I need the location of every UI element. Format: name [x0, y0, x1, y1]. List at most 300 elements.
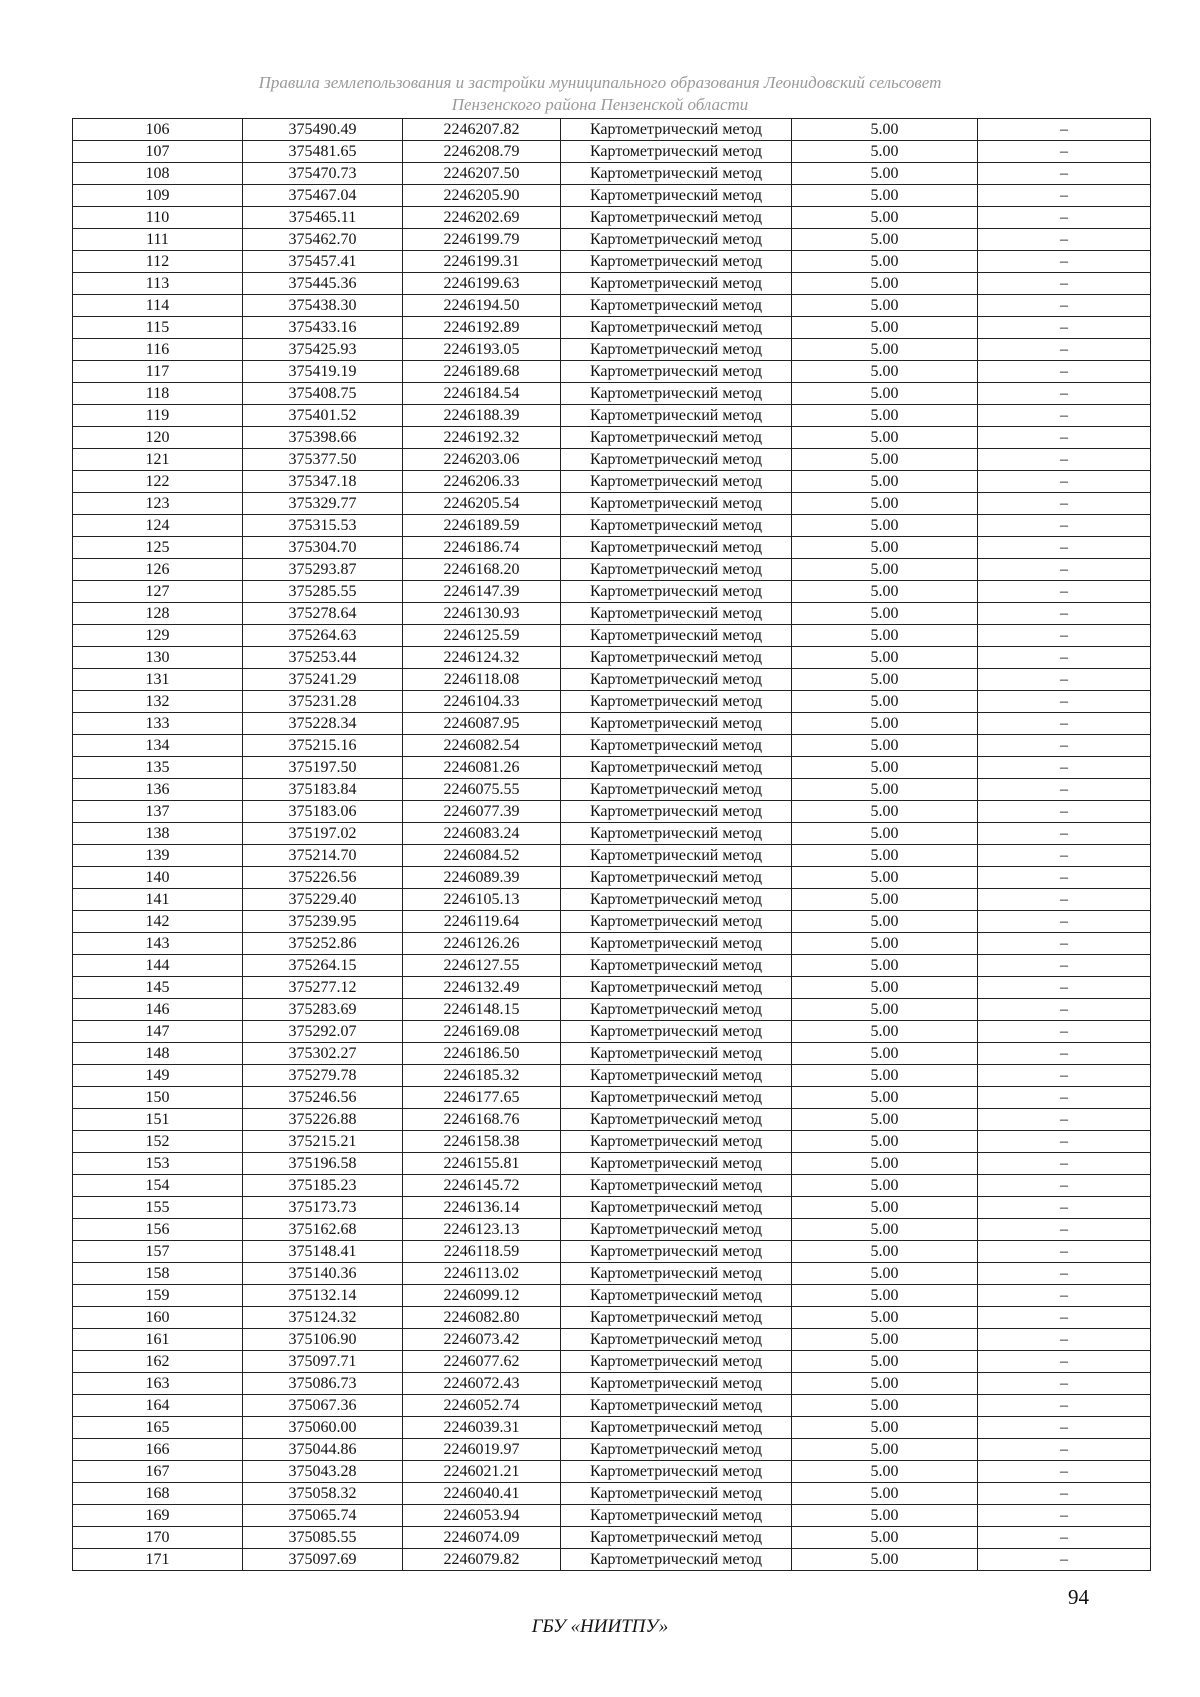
- point-number-cell: 166: [73, 1439, 243, 1461]
- x-coordinate-cell: 375097.71: [243, 1351, 403, 1373]
- y-coordinate-cell: 2246099.12: [403, 1285, 561, 1307]
- accuracy-cell: 5.00: [792, 757, 978, 779]
- note-cell: –: [978, 1087, 1151, 1109]
- x-coordinate-cell: 375132.14: [243, 1285, 403, 1307]
- accuracy-cell: 5.00: [792, 1131, 978, 1153]
- table-row: [73, 1417, 1151, 1439]
- point-number-cell: 160: [73, 1307, 243, 1329]
- y-coordinate-cell: 2246169.08: [403, 1021, 561, 1043]
- y-coordinate-cell: 2246208.79: [403, 141, 561, 163]
- y-coordinate-cell: 2246184.54: [403, 383, 561, 405]
- table-row: [73, 449, 1151, 471]
- accuracy-cell: 5.00: [792, 1395, 978, 1417]
- accuracy-cell: 5.00: [792, 141, 978, 163]
- table-row: [73, 1131, 1151, 1153]
- note-cell: –: [978, 1461, 1151, 1483]
- x-coordinate-cell: 375162.68: [243, 1219, 403, 1241]
- x-coordinate-cell: 375285.55: [243, 581, 403, 603]
- method-cell: Картометрический метод: [561, 1131, 792, 1153]
- y-coordinate-cell: 2246199.63: [403, 273, 561, 295]
- point-number-cell: 157: [73, 1241, 243, 1263]
- accuracy-cell: 5.00: [792, 977, 978, 999]
- table-row: [73, 1329, 1151, 1351]
- x-coordinate-cell: 375148.41: [243, 1241, 403, 1263]
- table-row: [73, 1175, 1151, 1197]
- accuracy-cell: 5.00: [792, 119, 978, 141]
- table-row: [73, 1285, 1151, 1307]
- note-cell: –: [978, 1109, 1151, 1131]
- point-number-cell: 143: [73, 933, 243, 955]
- point-number-cell: 126: [73, 559, 243, 581]
- x-coordinate-cell: 375097.69: [243, 1549, 403, 1571]
- x-coordinate-cell: 375231.28: [243, 691, 403, 713]
- x-coordinate-cell: 375467.04: [243, 185, 403, 207]
- x-coordinate-cell: 375185.23: [243, 1175, 403, 1197]
- accuracy-cell: 5.00: [792, 449, 978, 471]
- note-cell: –: [978, 779, 1151, 801]
- note-cell: –: [978, 1439, 1151, 1461]
- note-cell: –: [978, 955, 1151, 977]
- x-coordinate-cell: 375124.32: [243, 1307, 403, 1329]
- note-cell: –: [978, 361, 1151, 383]
- accuracy-cell: 5.00: [792, 1065, 978, 1087]
- method-cell: Картометрический метод: [561, 1439, 792, 1461]
- note-cell: –: [978, 559, 1151, 581]
- point-number-cell: 137: [73, 801, 243, 823]
- accuracy-cell: 5.00: [792, 911, 978, 933]
- x-coordinate-cell: 375433.16: [243, 317, 403, 339]
- note-cell: –: [978, 537, 1151, 559]
- method-cell: Картометрический метод: [561, 537, 792, 559]
- y-coordinate-cell: 2246075.55: [403, 779, 561, 801]
- y-coordinate-cell: 2246202.69: [403, 207, 561, 229]
- table-row: [73, 1395, 1151, 1417]
- table-row: [73, 1263, 1151, 1285]
- coordinates-table-body: [73, 119, 1151, 1571]
- accuracy-cell: 5.00: [792, 955, 978, 977]
- note-cell: –: [978, 251, 1151, 273]
- note-cell: –: [978, 1021, 1151, 1043]
- y-coordinate-cell: 2246021.21: [403, 1461, 561, 1483]
- method-cell: Картометрический метод: [561, 317, 792, 339]
- accuracy-cell: 5.00: [792, 669, 978, 691]
- table-row: [73, 1439, 1151, 1461]
- point-number-cell: 115: [73, 317, 243, 339]
- accuracy-cell: 5.00: [792, 427, 978, 449]
- coordinates-table: [72, 118, 1151, 1571]
- point-number-cell: 171: [73, 1549, 243, 1571]
- x-coordinate-cell: 375215.21: [243, 1131, 403, 1153]
- point-number-cell: 129: [73, 625, 243, 647]
- accuracy-cell: 5.00: [792, 185, 978, 207]
- x-coordinate-cell: 375067.36: [243, 1395, 403, 1417]
- table-row: [73, 1483, 1151, 1505]
- point-number-cell: 130: [73, 647, 243, 669]
- page-number: 94: [1068, 1585, 1089, 1609]
- y-coordinate-cell: 2246130.93: [403, 603, 561, 625]
- note-cell: –: [978, 1241, 1151, 1263]
- accuracy-cell: 5.00: [792, 1461, 978, 1483]
- point-number-cell: 138: [73, 823, 243, 845]
- point-number-cell: 162: [73, 1351, 243, 1373]
- y-coordinate-cell: 2246199.79: [403, 229, 561, 251]
- point-number-cell: 156: [73, 1219, 243, 1241]
- x-coordinate-cell: 375246.56: [243, 1087, 403, 1109]
- table-row: [73, 207, 1151, 229]
- point-number-cell: 169: [73, 1505, 243, 1527]
- method-cell: Картометрический метод: [561, 1417, 792, 1439]
- table-row: [73, 889, 1151, 911]
- point-number-cell: 111: [73, 229, 243, 251]
- x-coordinate-cell: 375196.58: [243, 1153, 403, 1175]
- table-row: [73, 1505, 1151, 1527]
- method-cell: Картометрический метод: [561, 361, 792, 383]
- accuracy-cell: 5.00: [792, 273, 978, 295]
- table-row: [73, 559, 1151, 581]
- y-coordinate-cell: 2246203.06: [403, 449, 561, 471]
- method-cell: Картометрический метод: [561, 1109, 792, 1131]
- method-cell: Картометрический метод: [561, 713, 792, 735]
- point-number-cell: 109: [73, 185, 243, 207]
- x-coordinate-cell: 375241.29: [243, 669, 403, 691]
- y-coordinate-cell: 2246193.05: [403, 339, 561, 361]
- header-line-2: Пензенского района Пензенской области: [451, 95, 749, 114]
- table-row: [73, 1351, 1151, 1373]
- note-cell: –: [978, 1505, 1151, 1527]
- y-coordinate-cell: 2246192.89: [403, 317, 561, 339]
- x-coordinate-cell: 375398.66: [243, 427, 403, 449]
- y-coordinate-cell: 2246105.13: [403, 889, 561, 911]
- x-coordinate-cell: 375253.44: [243, 647, 403, 669]
- point-number-cell: 113: [73, 273, 243, 295]
- table-row: [73, 1549, 1151, 1571]
- method-cell: Картометрический метод: [561, 1307, 792, 1329]
- accuracy-cell: 5.00: [792, 1087, 978, 1109]
- y-coordinate-cell: 2246186.50: [403, 1043, 561, 1065]
- table-row: [73, 625, 1151, 647]
- accuracy-cell: 5.00: [792, 603, 978, 625]
- note-cell: –: [978, 911, 1151, 933]
- note-cell: –: [978, 933, 1151, 955]
- accuracy-cell: 5.00: [792, 823, 978, 845]
- note-cell: –: [978, 185, 1151, 207]
- y-coordinate-cell: 2246077.39: [403, 801, 561, 823]
- table-row: [73, 801, 1151, 823]
- method-cell: Картометрический метод: [561, 295, 792, 317]
- accuracy-cell: 5.00: [792, 1329, 978, 1351]
- table-row: [73, 1197, 1151, 1219]
- note-cell: –: [978, 1373, 1151, 1395]
- y-coordinate-cell: 2246155.81: [403, 1153, 561, 1175]
- point-number-cell: 155: [73, 1197, 243, 1219]
- x-coordinate-cell: 375065.74: [243, 1505, 403, 1527]
- x-coordinate-cell: 375293.87: [243, 559, 403, 581]
- table-row: [73, 977, 1151, 999]
- x-coordinate-cell: 375229.40: [243, 889, 403, 911]
- table-row: [73, 405, 1151, 427]
- accuracy-cell: 5.00: [792, 471, 978, 493]
- method-cell: Картометрический метод: [561, 207, 792, 229]
- y-coordinate-cell: 2246087.95: [403, 713, 561, 735]
- method-cell: Картометрический метод: [561, 1461, 792, 1483]
- accuracy-cell: 5.00: [792, 999, 978, 1021]
- footer-organization: ГБУ «НИИТПУ»: [531, 1616, 669, 1637]
- x-coordinate-cell: 375197.50: [243, 757, 403, 779]
- table-row: [73, 1461, 1151, 1483]
- method-cell: Картометрический метод: [561, 669, 792, 691]
- note-cell: –: [978, 889, 1151, 911]
- note-cell: –: [978, 339, 1151, 361]
- accuracy-cell: 5.00: [792, 405, 978, 427]
- x-coordinate-cell: 375470.73: [243, 163, 403, 185]
- point-number-cell: 147: [73, 1021, 243, 1043]
- x-coordinate-cell: 375425.93: [243, 339, 403, 361]
- accuracy-cell: 5.00: [792, 933, 978, 955]
- y-coordinate-cell: 2246123.13: [403, 1219, 561, 1241]
- accuracy-cell: 5.00: [792, 317, 978, 339]
- point-number-cell: 145: [73, 977, 243, 999]
- method-cell: Картометрический метод: [561, 1351, 792, 1373]
- y-coordinate-cell: 2246188.39: [403, 405, 561, 427]
- table-row: [73, 713, 1151, 735]
- point-number-cell: 118: [73, 383, 243, 405]
- point-number-cell: 148: [73, 1043, 243, 1065]
- method-cell: Картометрический метод: [561, 493, 792, 515]
- y-coordinate-cell: 2246185.32: [403, 1065, 561, 1087]
- point-number-cell: 114: [73, 295, 243, 317]
- method-cell: Картометрический метод: [561, 1527, 792, 1549]
- y-coordinate-cell: 2246079.82: [403, 1549, 561, 1571]
- method-cell: Картометрический метод: [561, 845, 792, 867]
- x-coordinate-cell: 375408.75: [243, 383, 403, 405]
- method-cell: Картометрический метод: [561, 867, 792, 889]
- accuracy-cell: 5.00: [792, 1021, 978, 1043]
- note-cell: –: [978, 1175, 1151, 1197]
- y-coordinate-cell: 2246052.74: [403, 1395, 561, 1417]
- table-row: [73, 823, 1151, 845]
- method-cell: Картометрический метод: [561, 1505, 792, 1527]
- note-cell: –: [978, 1285, 1151, 1307]
- x-coordinate-cell: 375329.77: [243, 493, 403, 515]
- x-coordinate-cell: 375419.19: [243, 361, 403, 383]
- note-cell: –: [978, 119, 1151, 141]
- x-coordinate-cell: 375060.00: [243, 1417, 403, 1439]
- method-cell: Картометрический метод: [561, 823, 792, 845]
- accuracy-cell: 5.00: [792, 1373, 978, 1395]
- accuracy-cell: 5.00: [792, 1439, 978, 1461]
- accuracy-cell: 5.00: [792, 163, 978, 185]
- point-number-cell: 117: [73, 361, 243, 383]
- x-coordinate-cell: 375401.52: [243, 405, 403, 427]
- method-cell: Картометрический метод: [561, 911, 792, 933]
- x-coordinate-cell: 375106.90: [243, 1329, 403, 1351]
- x-coordinate-cell: 375304.70: [243, 537, 403, 559]
- method-cell: Картометрический метод: [561, 1549, 792, 1571]
- y-coordinate-cell: 2246089.39: [403, 867, 561, 889]
- method-cell: Картометрический метод: [561, 757, 792, 779]
- accuracy-cell: 5.00: [792, 713, 978, 735]
- point-number-cell: 136: [73, 779, 243, 801]
- method-cell: Картометрический метод: [561, 1175, 792, 1197]
- point-number-cell: 125: [73, 537, 243, 559]
- note-cell: –: [978, 229, 1151, 251]
- method-cell: Картометрический метод: [561, 449, 792, 471]
- point-number-cell: 133: [73, 713, 243, 735]
- y-coordinate-cell: 2246077.62: [403, 1351, 561, 1373]
- x-coordinate-cell: 375183.84: [243, 779, 403, 801]
- accuracy-cell: 5.00: [792, 251, 978, 273]
- point-number-cell: 122: [73, 471, 243, 493]
- table-row: [73, 537, 1151, 559]
- accuracy-cell: 5.00: [792, 1043, 978, 1065]
- x-coordinate-cell: 375197.02: [243, 823, 403, 845]
- method-cell: Картометрический метод: [561, 471, 792, 493]
- point-number-cell: 131: [73, 669, 243, 691]
- point-number-cell: 108: [73, 163, 243, 185]
- note-cell: –: [978, 1219, 1151, 1241]
- table-row: [73, 581, 1151, 603]
- table-row: [73, 471, 1151, 493]
- table-row: [73, 933, 1151, 955]
- accuracy-cell: 5.00: [792, 1241, 978, 1263]
- x-coordinate-cell: 375214.70: [243, 845, 403, 867]
- note-cell: –: [978, 317, 1151, 339]
- point-number-cell: 146: [73, 999, 243, 1021]
- table-row: [73, 427, 1151, 449]
- accuracy-cell: 5.00: [792, 493, 978, 515]
- method-cell: Картометрический метод: [561, 1219, 792, 1241]
- note-cell: –: [978, 427, 1151, 449]
- note-cell: –: [978, 669, 1151, 691]
- table-row: [73, 603, 1151, 625]
- method-cell: Картометрический метод: [561, 933, 792, 955]
- x-coordinate-cell: 375347.18: [243, 471, 403, 493]
- x-coordinate-cell: 375086.73: [243, 1373, 403, 1395]
- table-row: [73, 1527, 1151, 1549]
- y-coordinate-cell: 2246119.64: [403, 911, 561, 933]
- point-number-cell: 128: [73, 603, 243, 625]
- table-row: [73, 229, 1151, 251]
- method-cell: Картометрический метод: [561, 515, 792, 537]
- method-cell: Картометрический метод: [561, 1241, 792, 1263]
- point-number-cell: 141: [73, 889, 243, 911]
- y-coordinate-cell: 2246039.31: [403, 1417, 561, 1439]
- y-coordinate-cell: 2246118.59: [403, 1241, 561, 1263]
- note-cell: –: [978, 735, 1151, 757]
- note-cell: –: [978, 383, 1151, 405]
- table-row: [73, 1021, 1151, 1043]
- accuracy-cell: 5.00: [792, 1285, 978, 1307]
- method-cell: Картометрический метод: [561, 1329, 792, 1351]
- accuracy-cell: 5.00: [792, 647, 978, 669]
- table-row: [73, 735, 1151, 757]
- y-coordinate-cell: 2246206.33: [403, 471, 561, 493]
- point-number-cell: 163: [73, 1373, 243, 1395]
- method-cell: Картометрический метод: [561, 581, 792, 603]
- table-row: [73, 1109, 1151, 1131]
- method-cell: Картометрический метод: [561, 801, 792, 823]
- point-number-cell: 139: [73, 845, 243, 867]
- table-row: [73, 317, 1151, 339]
- point-number-cell: 140: [73, 867, 243, 889]
- point-number-cell: 112: [73, 251, 243, 273]
- x-coordinate-cell: 375183.06: [243, 801, 403, 823]
- accuracy-cell: 5.00: [792, 383, 978, 405]
- point-number-cell: 135: [73, 757, 243, 779]
- x-coordinate-cell: 375043.28: [243, 1461, 403, 1483]
- accuracy-cell: 5.00: [792, 845, 978, 867]
- method-cell: Картометрический метод: [561, 1373, 792, 1395]
- note-cell: –: [978, 207, 1151, 229]
- x-coordinate-cell: 375215.16: [243, 735, 403, 757]
- accuracy-cell: 5.00: [792, 1527, 978, 1549]
- accuracy-cell: 5.00: [792, 1351, 978, 1373]
- point-number-cell: 159: [73, 1285, 243, 1307]
- point-number-cell: 161: [73, 1329, 243, 1351]
- y-coordinate-cell: 2246082.80: [403, 1307, 561, 1329]
- y-coordinate-cell: 2246082.54: [403, 735, 561, 757]
- accuracy-cell: 5.00: [792, 779, 978, 801]
- note-cell: –: [978, 647, 1151, 669]
- table-row: [73, 867, 1151, 889]
- method-cell: Картометрический метод: [561, 339, 792, 361]
- note-cell: –: [978, 1263, 1151, 1285]
- x-coordinate-cell: 375044.86: [243, 1439, 403, 1461]
- x-coordinate-cell: 375315.53: [243, 515, 403, 537]
- x-coordinate-cell: 375302.27: [243, 1043, 403, 1065]
- point-number-cell: 106: [73, 119, 243, 141]
- accuracy-cell: 5.00: [792, 889, 978, 911]
- y-coordinate-cell: 2246081.26: [403, 757, 561, 779]
- table-row: [73, 1065, 1151, 1087]
- table-row: [73, 1043, 1151, 1065]
- method-cell: Картометрический метод: [561, 427, 792, 449]
- x-coordinate-cell: 375228.34: [243, 713, 403, 735]
- table-row: [73, 1153, 1151, 1175]
- point-number-cell: 134: [73, 735, 243, 757]
- method-cell: Картометрический метод: [561, 559, 792, 581]
- point-number-cell: 158: [73, 1263, 243, 1285]
- accuracy-cell: 5.00: [792, 361, 978, 383]
- y-coordinate-cell: 2246168.76: [403, 1109, 561, 1131]
- note-cell: –: [978, 1329, 1151, 1351]
- method-cell: Картометрический метод: [561, 119, 792, 141]
- note-cell: –: [978, 713, 1151, 735]
- point-number-cell: 165: [73, 1417, 243, 1439]
- table-row: [73, 691, 1151, 713]
- note-cell: –: [978, 977, 1151, 999]
- point-number-cell: 167: [73, 1461, 243, 1483]
- point-number-cell: 121: [73, 449, 243, 471]
- table-row: [73, 669, 1151, 691]
- y-coordinate-cell: 2246148.15: [403, 999, 561, 1021]
- method-cell: Картометрический метод: [561, 1483, 792, 1505]
- note-cell: –: [978, 449, 1151, 471]
- y-coordinate-cell: 2246186.74: [403, 537, 561, 559]
- accuracy-cell: 5.00: [792, 515, 978, 537]
- table-row: [73, 339, 1151, 361]
- point-number-cell: 150: [73, 1087, 243, 1109]
- method-cell: Картометрический метод: [561, 141, 792, 163]
- x-coordinate-cell: 375377.50: [243, 449, 403, 471]
- method-cell: Картометрический метод: [561, 977, 792, 999]
- table-row: [73, 955, 1151, 977]
- y-coordinate-cell: 2246205.54: [403, 493, 561, 515]
- method-cell: Картометрический метод: [561, 999, 792, 1021]
- y-coordinate-cell: 2246113.02: [403, 1263, 561, 1285]
- table-row: [73, 1307, 1151, 1329]
- table-row: [73, 1241, 1151, 1263]
